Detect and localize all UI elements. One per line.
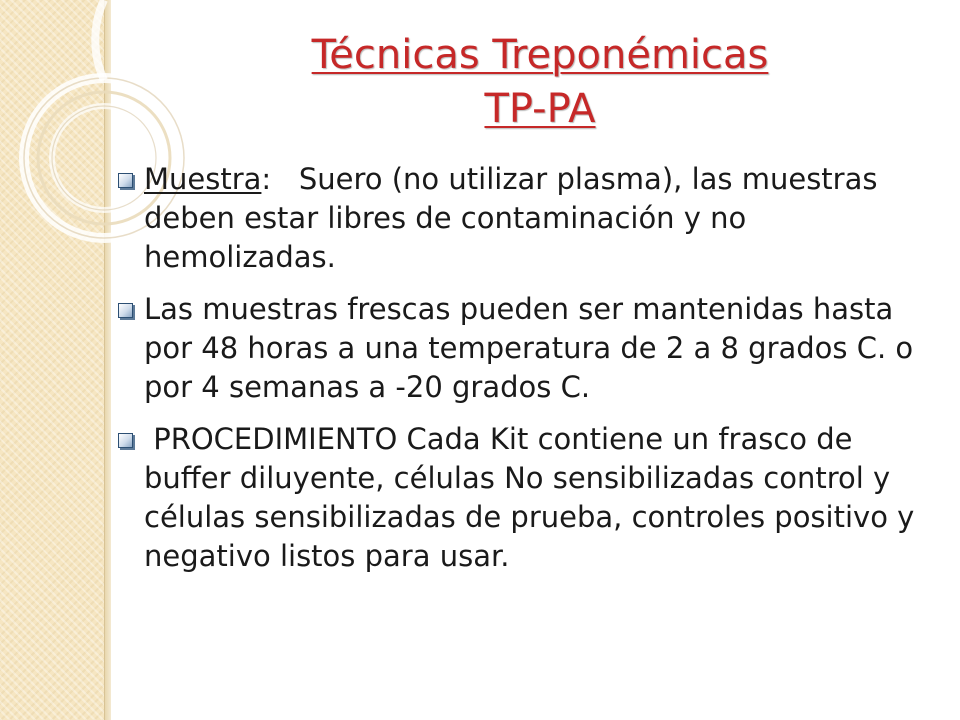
bullet-procedimiento	[116, 420, 946, 576]
checkbox-square-bullet-icon	[118, 433, 133, 448]
bullet-conservacion	[116, 290, 946, 407]
checkbox-square-bullet-icon	[118, 173, 133, 188]
bullet-muestra	[116, 160, 946, 277]
bullet-list	[116, 160, 946, 589]
bullet-text-muestra: Suero (no utilizar plasma), las muestras deben estar libres de contaminación y no hemolizadas.	[144, 162, 878, 274]
bullet-label-separator: :	[261, 162, 299, 196]
slide-title	[180, 28, 900, 136]
bullet-text-conservacion: Las muestras frescas pueden ser mantenidas hasta por 48 horas a una temperatura de 2 a 8 grados C. o por 4 semanas a -20 grados C.	[144, 292, 914, 404]
bullet-label-muestra: Muestra	[144, 162, 262, 196]
title-line-1: Técnicas Treponémicas	[311, 32, 769, 78]
title-line-2: TP-PA	[484, 86, 596, 132]
bullet-text-procedimiento: PROCEDIMIENTO Cada Kit contiene un frasco de buffer diluyente, células No sensibilizadas control y células sensibilizadas de prueba, controles positivo y negativo listos para usar.	[144, 422, 924, 573]
checkbox-square-bullet-icon	[118, 303, 133, 318]
